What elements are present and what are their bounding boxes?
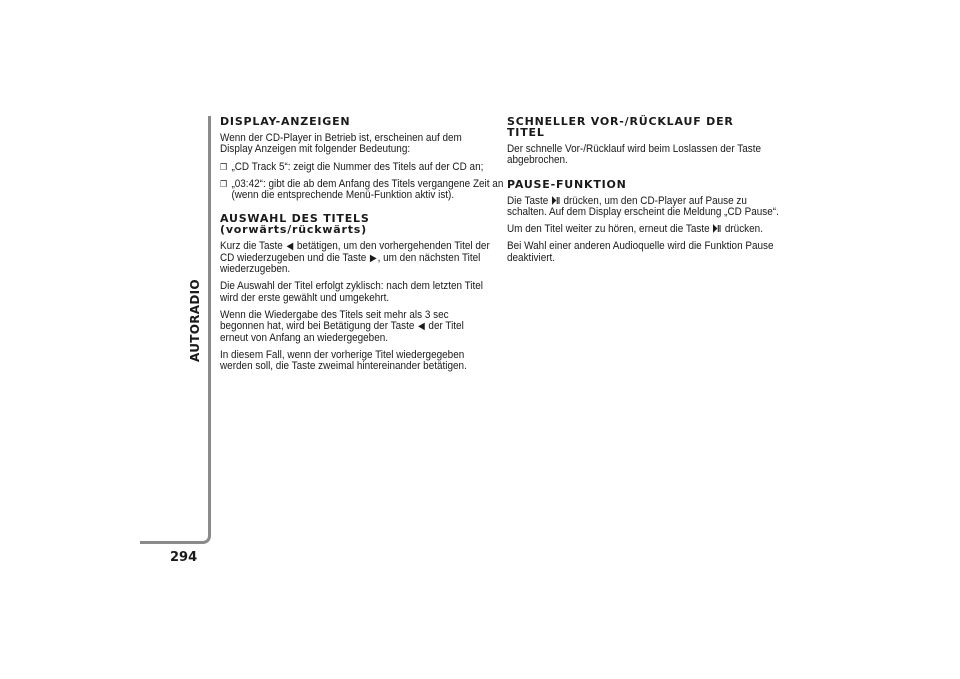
list-item: ❒ „CD Track 5“: zeigt die Nummer des Titels auf der CD an; (220, 160, 484, 173)
pause-paragraph-3: Bei Wahl einer anderen Audioquelle wird die Funktion Pause deaktiviert. (507, 240, 774, 264)
auswahl-paragraph-1: Kurz die Taste ◀ betätigen, um den vorhergehenden Titel der CD wiederzugeben und die Taste ▶, um den nächsten Titel wiederzugeben. (220, 240, 490, 276)
auswahl-paragraph-3: Wenn die Wiedergabe des Titels seit mehr als 3 sec begonnen hat, wird bei Betätigung der Taste ◀ der Titel erneut von Anfang an wiedergegeben. (220, 308, 464, 344)
schnell-paragraph: Der schnelle Vor-/Rücklauf wird beim Loslassen der Taste abgebrochen. (507, 143, 761, 167)
prev-track-icon: ◀ (286, 241, 294, 253)
checkbox-bullet-icon: ❒ (220, 161, 228, 172)
list-item: ❒ „03:42“: gibt die ab dem Anfang des Titels vergangene Zeit an (wenn die entsprechende Menü-Funktion aktiv ist). (220, 177, 504, 202)
play-pause-icon (552, 196, 560, 205)
checkbox-bullet-icon: ❒ (220, 178, 228, 189)
schnell-heading-line2: TITEL (507, 126, 545, 139)
pause-paragraph-1: Die Taste drücken, um den CD-Player auf Pause zu schalten. Auf dem Display erscheint die Meldung „CD Pause“. (507, 194, 779, 218)
pause-heading: PAUSE-FUNKTION (507, 177, 627, 191)
next-track-icon: ▶ (369, 252, 377, 264)
left-column (220, 115, 504, 373)
auswahl-heading-line1: AUSWAHL DES TITELS (220, 212, 370, 226)
section-label: AUTORADIO (188, 279, 202, 362)
display-intro: Wenn der CD-Player in Betrieb ist, erscheinen auf dem Display Anzeigen mit folgender Bedeutung: (220, 132, 462, 156)
right-column (507, 116, 789, 264)
play-pause-icon (713, 224, 721, 233)
auswahl-heading-line2: (vorwärts/rückwärts) (220, 223, 367, 237)
auswahl-paragraph-4: In diesem Fall, wenn der vorherige Titel wiedergegeben werden soll, die Taste zweimal hintereinander betätigen. (220, 348, 467, 373)
pause-paragraph-2: Um den Titel weiter zu hören, erneut die Taste drücken. (507, 223, 763, 236)
page-number: 294 (170, 550, 198, 565)
schnell-heading-line1: SCHNELLER VOR-/RÜCKLAUF DER (507, 115, 734, 128)
prev-track-icon: ◀ (418, 321, 425, 333)
display-heading: DISPLAY-ANZEIGEN (220, 115, 351, 128)
auswahl-paragraph-2: Die Auswahl der Titel erfolgt zyklisch: nach dem letzten Titel wird der erste gewählt und umgekehrt. (220, 280, 484, 304)
